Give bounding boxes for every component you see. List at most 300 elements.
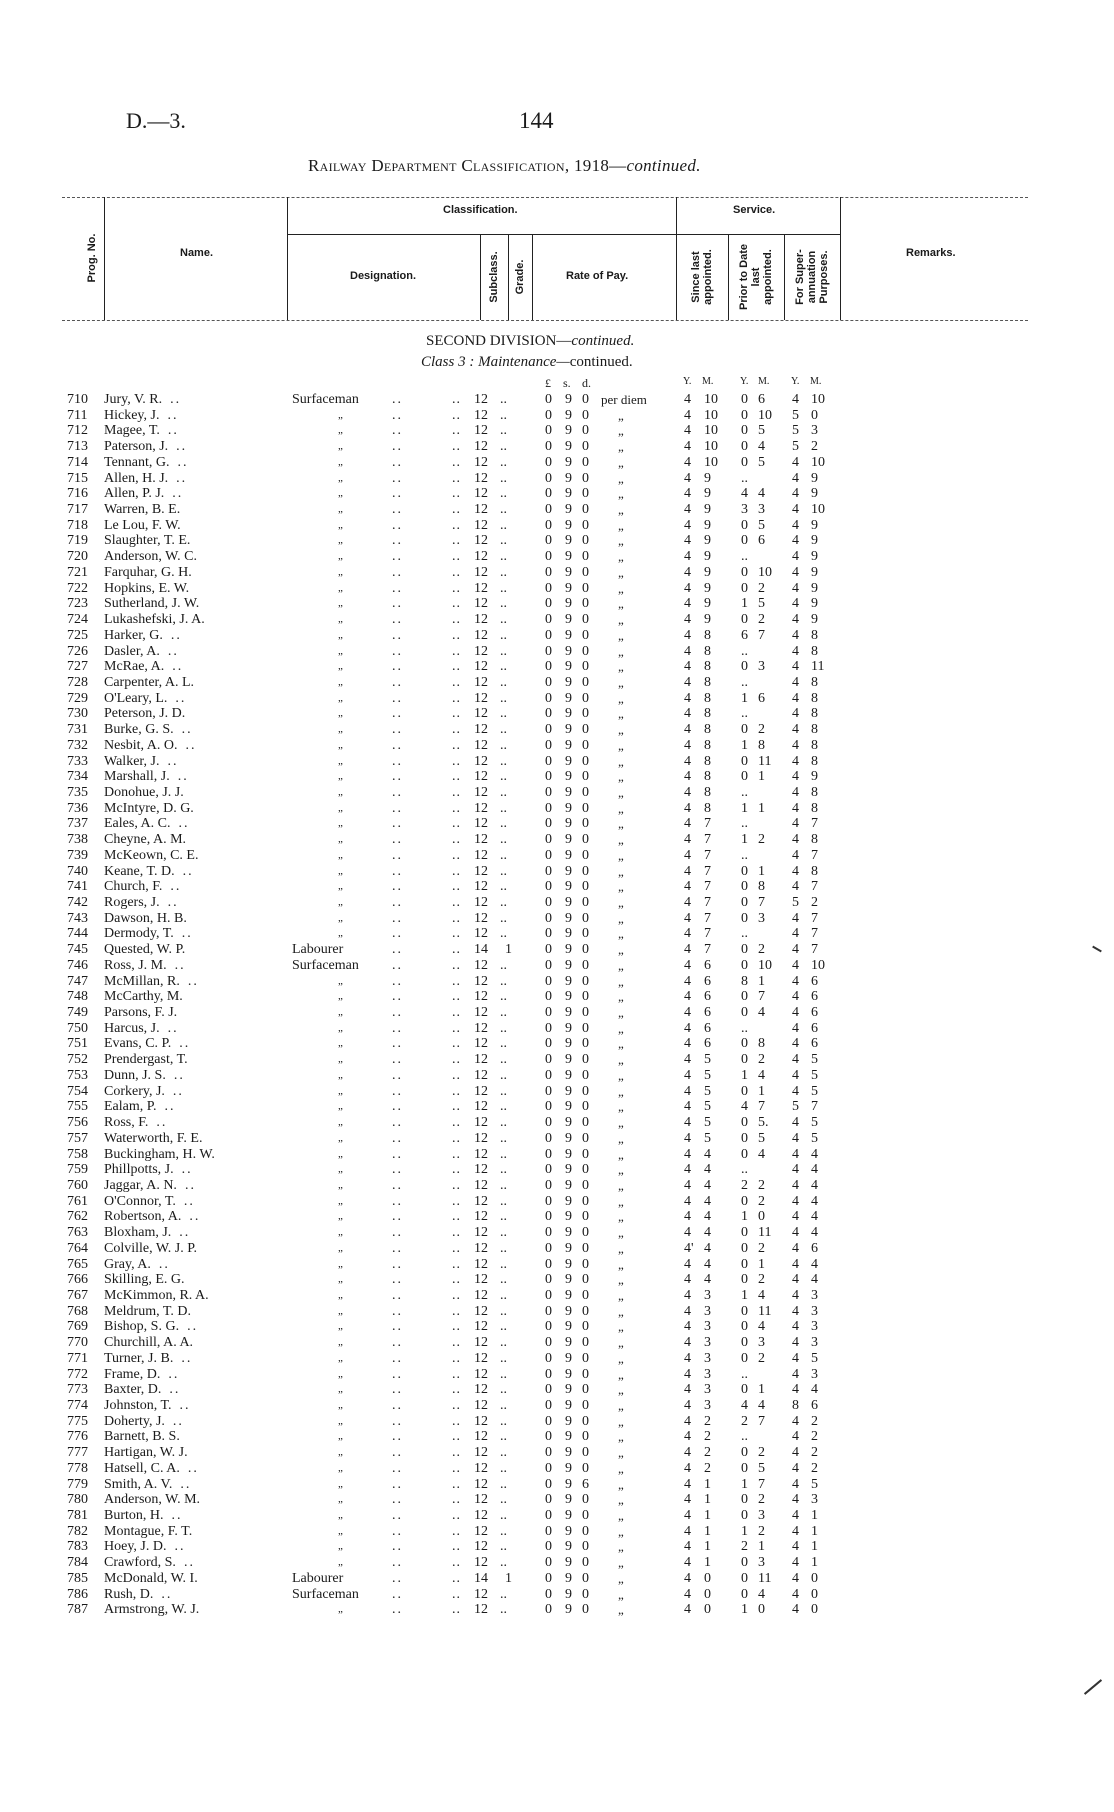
row-since-months: 8: [704, 659, 711, 675]
row-leader: ..: [174, 957, 186, 973]
title-continued: continued.: [626, 156, 701, 175]
row-leader: ..: [452, 1020, 461, 1036]
row-leader: ..: [170, 879, 182, 895]
row-subclass: 12: [474, 580, 488, 596]
row-designation: „: [338, 1241, 343, 1254]
row-leader: ..: [392, 1036, 403, 1052]
margin-mark: [1084, 1679, 1102, 1695]
table-row: [0, 911, 1114, 927]
row-grade: ..: [500, 1539, 507, 1555]
row-since-months: 1: [704, 1476, 711, 1492]
row-rate-unit: „: [618, 454, 624, 470]
row-leader: ..: [452, 1460, 461, 1476]
row-grade: ..: [500, 989, 507, 1005]
row-rate-unit: „: [618, 973, 624, 989]
row-leader: ..: [167, 753, 179, 769]
row-since-years: 4: [684, 1570, 691, 1586]
row-grade: ..: [500, 1146, 507, 1162]
row-since-years: 4': [684, 1240, 694, 1256]
row-rate-unit: „: [618, 1240, 624, 1256]
row-pence: 0: [582, 596, 589, 612]
table-row: [0, 1304, 1114, 1320]
table-row: [0, 1257, 1114, 1273]
row-name: Rogers, J.: [104, 895, 160, 910]
row-rate-unit: „: [618, 769, 624, 785]
row-leader: ..: [452, 674, 461, 690]
table-row: [0, 502, 1114, 518]
row-since-months: 5: [704, 1052, 711, 1068]
row-since-months: 0: [704, 1570, 711, 1586]
row-number: 767: [67, 1287, 88, 1303]
row-name: Magee, T.: [104, 423, 160, 439]
row-pounds: 0: [545, 1382, 552, 1398]
row-leader: ..: [452, 564, 461, 580]
row-rate-unit: „: [618, 1570, 624, 1586]
row-designation: „: [338, 1320, 343, 1333]
row-leader: ..: [392, 942, 403, 958]
row-name: Ross, F.: [104, 1115, 149, 1131]
row-super-months: 3: [811, 423, 818, 439]
row-leader: ..: [452, 879, 461, 895]
row-since-months: 5: [704, 1067, 711, 1083]
row-shillings: 9: [565, 1005, 572, 1021]
row-pence: 0: [582, 1570, 589, 1586]
row-leader: ..: [167, 895, 179, 910]
row-prior-months: 5: [758, 1460, 765, 1476]
row-leader: ..: [452, 1319, 461, 1335]
row-shillings: 9: [565, 1162, 572, 1178]
row-super-years: 4: [792, 1240, 799, 1256]
row-number: 721: [67, 564, 88, 580]
row-since-months: 1: [704, 1523, 711, 1539]
row-prior-years: 8: [741, 973, 748, 989]
row-leader: ..: [452, 1083, 461, 1099]
row-grade: ..: [500, 674, 507, 690]
row-prior-years: 1: [741, 800, 748, 816]
row-since-months: 10: [704, 392, 718, 407]
row-shillings: 9: [565, 942, 572, 958]
table-row: [0, 1272, 1114, 1288]
row-prior-years: ..: [741, 1162, 748, 1178]
row-leader: ..: [452, 1413, 461, 1429]
table-row: [0, 1524, 1114, 1540]
row-prior-months: 11: [758, 753, 772, 769]
row-shillings: 9: [565, 549, 572, 565]
row-prior-months: 3: [758, 1555, 765, 1571]
row-prior-years: 1: [741, 1476, 748, 1492]
row-prior-years: 1: [741, 1602, 748, 1618]
table-row: [0, 659, 1114, 675]
row-since-years: 4: [684, 1398, 691, 1413]
row-shillings: 9: [565, 502, 572, 518]
row-since-months: 9: [704, 596, 711, 612]
row-prior-months: 7: [758, 627, 765, 643]
row-grade: ..: [500, 910, 507, 926]
row-super-years: 4: [792, 596, 799, 612]
row-subclass: 12: [474, 423, 488, 439]
row-name: Meldrum, T. D.: [104, 1303, 191, 1319]
row-pence: 0: [582, 1319, 589, 1335]
row-super-months: 8: [811, 643, 818, 659]
row-leader: ..: [392, 989, 403, 1005]
row-super-years: 4: [792, 643, 799, 659]
row-grade: 1: [505, 1570, 512, 1586]
row-number: 736: [67, 800, 88, 816]
row-rate-unit: „: [618, 816, 624, 832]
table-row: [0, 1131, 1114, 1147]
row-super-years: 4: [792, 1287, 799, 1303]
row-subclass: 12: [474, 1460, 488, 1476]
row-name: Turner, J. B.: [104, 1350, 174, 1366]
row-since-years: 4: [684, 674, 691, 690]
row-super-years: 4: [792, 863, 799, 879]
row-super-months: 7: [811, 926, 818, 942]
row-grade: ..: [500, 1476, 507, 1492]
row-since-months: 8: [704, 737, 711, 753]
row-since-months: 8: [704, 706, 711, 722]
table-row: [0, 1414, 1114, 1430]
row-super-months: 0: [811, 407, 818, 423]
row-prior-months: 2: [758, 612, 765, 628]
row-prior-months: 7: [758, 1476, 765, 1492]
row-since-months: 6: [704, 989, 711, 1005]
unit-month: M.: [758, 376, 770, 387]
row-grade: ..: [500, 895, 507, 910]
row-since-years: 4: [684, 502, 691, 518]
row-since-months: 10: [704, 407, 718, 423]
table-row: [0, 958, 1114, 974]
row-number: 754: [67, 1083, 88, 1099]
row-number: 774: [67, 1398, 88, 1413]
row-leader: ..: [452, 1539, 461, 1555]
classification-table-body: [0, 392, 1114, 1618]
row-leader: ..: [392, 1382, 403, 1398]
row-super-years: 4: [792, 1193, 799, 1209]
table-row: [0, 1209, 1114, 1225]
row-name: Colville, W. J. P.: [104, 1240, 197, 1256]
row-super-months: 8: [811, 784, 818, 800]
row-super-months: 9: [811, 486, 818, 502]
row-leader: ..: [452, 517, 461, 533]
row-prior-months: 1: [758, 973, 765, 989]
row-subclass: 12: [474, 737, 488, 753]
row-since-months: 7: [704, 816, 711, 832]
row-shillings: 9: [565, 832, 572, 848]
row-pence: 0: [582, 957, 589, 973]
row-subclass: 12: [474, 502, 488, 518]
row-prior-years: 0: [741, 1083, 748, 1099]
table-row: [0, 644, 1114, 660]
row-super-months: 6: [811, 1036, 818, 1052]
row-leader: ..: [392, 973, 403, 989]
row-pence: 0: [582, 1272, 589, 1288]
row-prior-years: 0: [741, 989, 748, 1005]
row-leader: ..: [392, 1492, 403, 1508]
row-shillings: 9: [565, 627, 572, 643]
row-since-months: 6: [704, 973, 711, 989]
row-leader: ..: [392, 957, 403, 973]
row-since-years: 4: [684, 1005, 691, 1021]
row-prior-years: 2: [741, 1177, 748, 1193]
row-pence: 0: [582, 392, 589, 407]
row-leader: ..: [392, 832, 403, 848]
row-super-years: 4: [792, 1162, 799, 1178]
row-leader: ..: [392, 1162, 403, 1178]
row-leader: ..: [392, 643, 403, 659]
row-grade: ..: [500, 1429, 507, 1445]
row-pence: 0: [582, 1130, 589, 1146]
row-leader: ..: [452, 1209, 461, 1225]
row-rate-unit: „: [618, 1303, 624, 1319]
row-leader: ..: [392, 407, 403, 423]
row-grade: ..: [500, 502, 507, 518]
row-shillings: 9: [565, 895, 572, 910]
row-designation: „: [338, 518, 343, 531]
row-shillings: 9: [565, 1115, 572, 1131]
row-subclass: 12: [474, 1177, 488, 1193]
unit-year: Y.: [740, 376, 749, 387]
row-leader: ..: [392, 753, 403, 769]
row-subclass: 12: [474, 832, 488, 848]
row-pence: 0: [582, 816, 589, 832]
row-super-months: 7: [811, 942, 818, 958]
row-grade: ..: [500, 439, 507, 455]
row-rate-unit: „: [618, 1020, 624, 1036]
row-prior-years: 0: [741, 1052, 748, 1068]
row-number: 775: [67, 1413, 88, 1429]
row-leader: ..: [392, 1350, 403, 1366]
row-subclass: 12: [474, 1366, 488, 1382]
row-pence: 0: [582, 847, 589, 863]
row-shillings: 9: [565, 580, 572, 596]
row-prior-years: 0: [741, 1225, 748, 1241]
row-super-months: 9: [811, 533, 818, 549]
table-row: [0, 1492, 1114, 1508]
row-pounds: 0: [545, 1115, 552, 1131]
row-prior-months: 8: [758, 737, 765, 753]
row-prior-months: 3: [758, 910, 765, 926]
row-prior-months: 4: [758, 1398, 765, 1413]
row-prior-months: 2: [758, 832, 765, 848]
row-leader: ..: [169, 1382, 181, 1398]
row-leader: ..: [392, 1586, 403, 1602]
row-pence: 0: [582, 423, 589, 439]
table-row: [0, 1477, 1114, 1493]
row-prior-years: ..: [741, 926, 748, 942]
row-name: Paterson, J.: [104, 439, 169, 455]
row-super-months: 4: [811, 1225, 818, 1241]
row-leader: ..: [392, 1052, 403, 1068]
row-shillings: 9: [565, 1382, 572, 1398]
row-since-years: 4: [684, 1476, 691, 1492]
class-heading: [421, 354, 633, 371]
row-number: 741: [67, 879, 88, 895]
row-leader: ..: [392, 659, 403, 675]
row-shillings: 9: [565, 1209, 572, 1225]
row-subclass: 12: [474, 1382, 488, 1398]
row-leader: ..: [182, 863, 194, 879]
row-designation: „: [338, 550, 343, 563]
row-designation: „: [338, 1178, 343, 1191]
row-prior-years: 0: [741, 863, 748, 879]
row-subclass: 12: [474, 1508, 488, 1524]
row-prior-years: 0: [741, 1335, 748, 1351]
row-shillings: 9: [565, 1523, 572, 1539]
row-since-months: 4: [704, 1193, 711, 1209]
row-since-months: 2: [704, 1445, 711, 1461]
row-pence: 0: [582, 612, 589, 628]
row-pence: 0: [582, 863, 589, 879]
row-leader: ..: [167, 1020, 179, 1036]
row-leader: ..: [177, 769, 189, 785]
row-leader: ..: [452, 769, 461, 785]
row-shillings: 9: [565, 1099, 572, 1115]
row-pence: 0: [582, 1146, 589, 1162]
row-designation: „: [338, 1226, 343, 1239]
row-designation: „: [338, 675, 343, 688]
row-number: 719: [67, 533, 88, 549]
row-name: Baxter, D.: [104, 1382, 162, 1398]
row-leader: ..: [392, 1429, 403, 1445]
row-super-years: 4: [792, 659, 799, 675]
row-leader: ..: [392, 1602, 403, 1618]
row-prior-months: 4: [758, 1586, 765, 1602]
row-since-months: 10: [704, 439, 718, 455]
row-super-years: 4: [792, 1209, 799, 1225]
row-rate-unit: „: [618, 1067, 624, 1083]
row-prior-months: 5: [758, 596, 765, 612]
row-pence: 0: [582, 580, 589, 596]
row-pounds: 0: [545, 1602, 552, 1618]
row-since-years: 4: [684, 439, 691, 455]
row-name: Johnston, T.: [104, 1398, 172, 1413]
row-number: 749: [67, 1005, 88, 1021]
row-super-years: 4: [792, 1020, 799, 1036]
unit-month: M.: [810, 376, 822, 387]
row-leader: ..: [183, 1555, 195, 1571]
row-pounds: 0: [545, 1177, 552, 1193]
row-shillings: 9: [565, 407, 572, 423]
row-prior-years: 0: [741, 1555, 748, 1571]
row-leader: ..: [392, 1335, 403, 1351]
row-prior-years: ..: [741, 1429, 748, 1445]
row-pence: 0: [582, 1115, 589, 1131]
table-row: [0, 1147, 1114, 1163]
row-subclass: 12: [474, 392, 488, 407]
row-leader: ..: [392, 1099, 403, 1115]
row-grade: ..: [500, 832, 507, 848]
row-rate-unit: „: [618, 1005, 624, 1021]
row-prior-years: 0: [741, 1508, 748, 1524]
row-number: 750: [67, 1020, 88, 1036]
table-row: [0, 518, 1114, 534]
table-row: [0, 1036, 1114, 1052]
row-super-months: 7: [811, 879, 818, 895]
row-number: 779: [67, 1476, 88, 1492]
row-leader: ..: [164, 1099, 176, 1115]
row-super-years: 4: [792, 486, 799, 502]
row-since-years: 4: [684, 1099, 691, 1115]
row-since-years: 4: [684, 973, 691, 989]
row-since-months: 3: [704, 1366, 711, 1382]
row-subclass: 12: [474, 1130, 488, 1146]
row-pounds: 0: [545, 957, 552, 973]
row-since-years: 4: [684, 1586, 691, 1602]
row-shillings: 9: [565, 439, 572, 455]
row-super-months: 8: [811, 690, 818, 706]
row-pence: 0: [582, 674, 589, 690]
row-leader: ..: [452, 1303, 461, 1319]
col-superannuation: For Super-annuation Purposes.: [794, 249, 830, 305]
row-super-years: 4: [792, 816, 799, 832]
row-rate-unit: „: [618, 580, 624, 596]
row-shillings: 9: [565, 1508, 572, 1524]
row-super-months: 6: [811, 1020, 818, 1036]
row-super-months: 9: [811, 470, 818, 486]
row-grade: ..: [500, 753, 507, 769]
row-super-months: 3: [811, 1303, 818, 1319]
row-pence: 0: [582, 769, 589, 785]
row-leader: ..: [392, 1555, 403, 1571]
row-number: 771: [67, 1350, 88, 1366]
row-prior-months: 6: [758, 392, 765, 407]
row-leader: ..: [392, 1130, 403, 1146]
table-row: [0, 1571, 1114, 1587]
row-prior-months: 0: [758, 1602, 765, 1618]
row-leader: ..: [392, 910, 403, 926]
row-since-years: 4: [684, 1460, 691, 1476]
col-divider: [287, 197, 288, 320]
row-pounds: 0: [545, 1508, 552, 1524]
row-number: 765: [67, 1256, 88, 1272]
row-shillings: 9: [565, 737, 572, 753]
row-designation: „: [338, 880, 343, 893]
row-prior-months: 1: [758, 800, 765, 816]
table-row: [0, 1115, 1114, 1131]
row-shillings: 9: [565, 1146, 572, 1162]
row-since-months: 7: [704, 832, 711, 848]
row-since-months: 2: [704, 1460, 711, 1476]
header-top-rule: [62, 197, 1028, 198]
row-leader: ..: [176, 439, 188, 455]
row-pounds: 0: [545, 816, 552, 832]
row-subclass: 12: [474, 769, 488, 785]
row-pounds: 0: [545, 1570, 552, 1586]
row-pence: 0: [582, 1555, 589, 1571]
row-prior-years: 0: [741, 533, 748, 549]
row-name: Hoey, J. D.: [104, 1539, 167, 1555]
row-super-months: 0: [811, 1586, 818, 1602]
row-name: Cheyne, A. M.: [104, 832, 187, 848]
row-prior-months: 7: [758, 989, 765, 1005]
row-rate-unit: „: [618, 407, 624, 423]
col-divider: [104, 197, 105, 320]
row-number: 760: [67, 1177, 88, 1193]
row-pounds: 0: [545, 1130, 552, 1146]
row-number: 726: [67, 643, 88, 659]
row-super-months: 8: [811, 627, 818, 643]
col-prog-no: Prog. No.: [86, 233, 98, 283]
row-pence: 0: [582, 627, 589, 643]
row-super-years: 4: [792, 847, 799, 863]
row-since-years: 4: [684, 1083, 691, 1099]
row-prior-years: 0: [741, 942, 748, 958]
row-rate-unit: „: [618, 564, 624, 580]
row-leader: ..: [181, 1350, 193, 1366]
row-pence: 0: [582, 1539, 589, 1555]
row-leader: ..: [392, 895, 403, 910]
row-prior-years: 4: [741, 1099, 748, 1115]
